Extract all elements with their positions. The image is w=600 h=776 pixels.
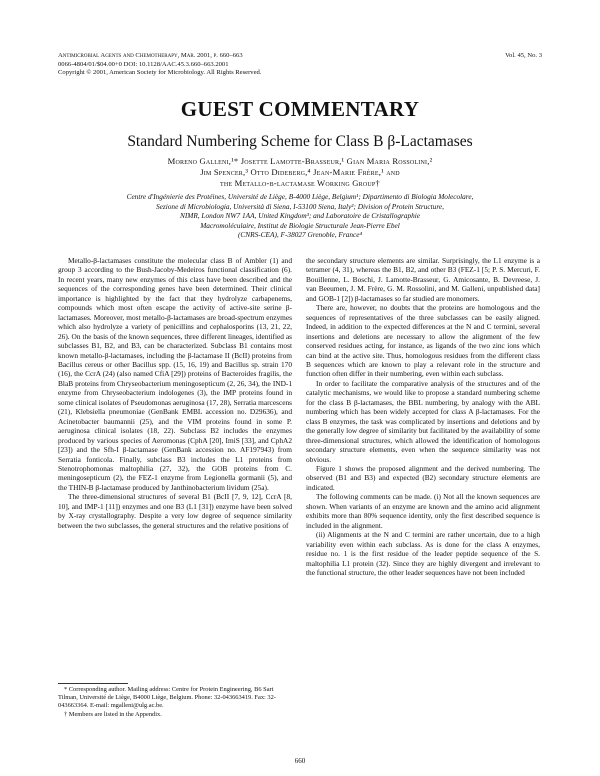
running-header-left	[58, 52, 378, 78]
body-column-right	[306, 256, 540, 577]
body-paragraph: Figure 1 shows the proposed alignment and the derived numbering. The observed (B1 and B3) and expected (B2) secondary structure elements are indicated.	[306, 463, 540, 492]
affiliation-line: Sezione di Microbiologia, Università di Siena, I-53100 Siena, Italy²; Division of Protein Structure,	[156, 201, 444, 211]
copyright-line: Copyright © 2001, American Society for Microbiology. All Rights Reserved.	[58, 69, 262, 77]
footnote-rule	[58, 683, 128, 684]
article-title: Standard Numbering Scheme for Class B β-Lactamases	[127, 133, 473, 150]
body-paragraph: Metallo-β-lactamases constitute the molecular class B of Ambler (1) and group 3 according to the Bush-Jacoby-Medeiros functional classification (6). In recent years, many new enzymes of this class have been described and the sequences of the corresponding genes have been determined. Their clinical importance is highlighted by the fact that they hydrolyze carbapenems, compounds which most often escape the activity of active-site serine β-lactamases. Moreover, most metallo-β-lactamases are broad-spectrum enzymes which also hydrolyze a variety of penicillins and cephalosporins (13, 21, 22, 26). On the basis of the known sequences, three different lineages, identified as subclasses B1, B2, and B3, can be characterized. Subclass B1 contains most known metallo-β-lactamases, including the β-lactamase II (BcII) proteins from Bacillus cereus or other Bacillus spp. (15, 16, 19) and Bacillus sp. strain 170 (16), the CcrA (24) (also named CfiA [29]) proteins of Bacteroides fragilis, the BlaB proteins from Chryseobacterium meningosepticum (2, 26, 34), the IND-1 enzyme from Chryseobacterium indologenes (3), the IMP proteins found in some clinical isolates of Pseudomonas aeruginosa (17, 28), Serratia marcescens (21), Klebsiella pneumoniae (GenBank EMBL accession no. D29636), and Acinetobacter baumannii (25), and the VIM proteins found in some P. aeruginosa clinical isolates (18, 22). Subclass B2 includes the enzymes produced by various species of Aeromonas (CphA [20], ImiS [33], and CphA2 [23]) and the Sfh-I β-lactamase (GenBank accession no. AF197943) from Serratia fonticola. Finally, subclass B3 includes the L1 proteins from Stenotrophomonas maltophilia (27, 32), the GOB proteins from C. meningosepticum (2), the FEZ-1 enzyme from Legionella gormanii (5), and the THIN-B β-lactamase produced by Janthinobacterium lividum (25a).	[58, 256, 292, 492]
body-paragraph: There are, however, no doubts that the proteins are homologous and the sequences of representatives of the three subclasses can be easily aligned. Indeed, in addition to the expected differences at the N and C termini, several insertions and deletions are necessary to allow the alignment of the few conserved residues acting, for instance, as ligands of the two zinc ions which can bind at the active site. Thus, homologous residues from the different class B sequences which are known to play a relevant role in the structure and function often differ in their numbering, even within each subclass.	[306, 303, 540, 379]
section-label: GUEST COMMENTARY	[180, 97, 420, 121]
footnote-members: † Members are listed in the Appendix.	[64, 710, 162, 718]
affiliation-line: (CNRS-CEA), F-38027 Grenoble, France⁴	[237, 230, 363, 240]
affiliation-line: NIMR, London NW7 1AA, United Kingdom³; and Laboratoire de Cristallographie	[179, 211, 421, 221]
affiliation-line: Macromoléculaire, Institut de Biologie Structurale Jean-Pierre Ebel	[200, 220, 400, 230]
body-paragraph: the secondary structure elements are similar. Surprisingly, the L1 enzyme is a tetramer (4, 31), whereas the B1, B2, and other B3 (FEZ-1 [5; P. S. Mercuri, F. Bouillenne, L. Boschi, J. Lamotte-Brasseur, G. Amicosante, B. Devreese, J. van Beeumen, J. M. Frère, G. M. Rossolini, and M. Galleni, unpublished data] and GOB-1 [2]) β-lactamases so far studied are monomers.	[306, 256, 540, 303]
author-line: Jim Spencer,³ Otto Dideberg,⁴ Jean-Marie Frère,¹ and	[200, 167, 400, 177]
footnote-corresponding-author: * Corresponding author. Mailing address: Centre for Protein Engineering, B6 Sart Tilman, Université de Liège, B4000 Liège, Belgium. Phone: 32-043663419. Fax: 32-043663364. E-mail: mgalleni@ulg.ac.be.	[58, 686, 276, 710]
footnotes	[58, 686, 292, 719]
issn-doi-line: 0066-4804/01/$04.00+0 DOI: 10.1128/AAC.45.3.660–663.2001	[58, 60, 229, 68]
volume-issue: Vol. 45, No. 3	[505, 52, 542, 59]
body-paragraph: In order to facilitate the comparative analysis of the structures and of the catalytic mechanisms, we would like to propose a standard numbering scheme for the class B β-lactamases, the BBL numbering, by analogy with the ABL numbering which has been widely accepted for class A β-lactamases. For the class B enzymes, the task was complicated by insertions and deletions and by the generally low degree of similarity but facilitated by the availability of some three-dimensional structures, which allowed the identification of homologous secondary structure elements, even when the sequence similarity was not obvious.	[306, 378, 540, 464]
body-column-left	[58, 256, 292, 530]
author-list	[80, 156, 520, 189]
body-paragraph: The three-dimensional structures of several B1 (BcII [7, 9, 12], CcrA [8, 10], and IMP-1 [11]) enzymes and one B3 (L1 [31]) enzyme have been solved by X-ray crystallography. Despite a very low degree of sequence similarity between the two subclasses, the general structures and the relative positions of	[58, 492, 292, 530]
affiliations	[78, 192, 522, 240]
page-number: 660	[294, 757, 306, 765]
affiliation-line: Centre d'Ingénierie des Protéines, Université de Liège, B-4000 Liège, Belgium¹; Dipartimento di Biologia Molecolare,	[126, 192, 474, 201]
author-line: Moreno Galleni,¹* Josette Lamotte-Brasseur,¹ Gian Maria Rossolini,²	[167, 156, 433, 166]
journal-citation: Antimicrobial Agents and Chemotherapy, Mar. 2001, p. 660–663	[58, 52, 243, 59]
body-paragraph: The following comments can be made. (i) Not all the known sequences are shown. When variants of an enzyme are known and the amino acid alignment exhibits more than 80% sequence identity, only the first described sequence is included in the alignment.	[306, 492, 540, 530]
body-paragraph: (ii) Alignments at the N and C termini are rather uncertain, due to a high variability even within each subclass. As is done for the class A enzymes, residue no. 1 is the first residue of the leader peptide sequence of the S. maltophilia L1 protein (32). Since they are highly divergent and irrelevant to the functional structure, the other leader sequences have not been included	[306, 530, 540, 577]
author-line: the Metallo-β-lactamase Working Group†	[220, 178, 380, 188]
